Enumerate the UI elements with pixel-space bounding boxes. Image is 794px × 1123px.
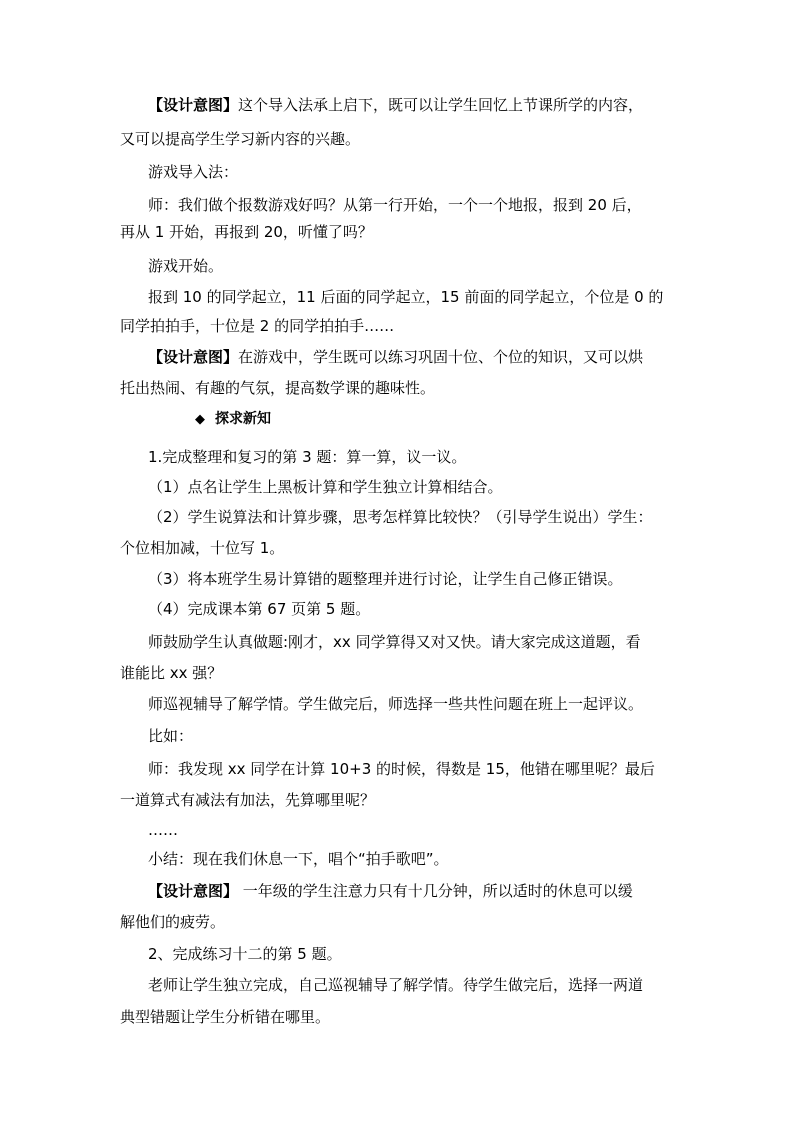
design-intent-label: 【设计意图】	[148, 96, 239, 114]
encourage-line-2: 谁能比 xx 强？	[120, 664, 223, 682]
encourage-line-1: 师鼓励学生认真做题:刚才，xx 同学算得又对又快。请大家完成这道题，看	[148, 633, 641, 651]
diamond-bullet-icon: ◆	[195, 412, 205, 427]
teacher-task-line-1: 老师让学生独立完成，自己巡视辅导了解学情。待学生做完后，选择一两道	[148, 976, 644, 994]
game-rules-line-2: 同学拍拍手，十位是 2 的同学拍拍手……	[120, 317, 395, 335]
teacher-line-2: 再从 1 开始，再报到 20，听懂了吗？	[120, 223, 373, 241]
teacher-task-line-2: 典型错题让学生分析错在哪里。	[120, 1008, 331, 1026]
teacher-line-1: 师：我们做个报数游戏好吗？从第一行开始，一个一个地报，报到 20 后，	[148, 196, 642, 214]
design-intent-1-line-2: 又可以提高学生学习新内容的兴趣。	[120, 130, 361, 148]
task-1: 1.完成整理和复习的第 3 题：算一算，议一议。	[148, 448, 467, 466]
design-intent-1-line-1: 【设计意图】这个导入法承上启下，既可以让学生回忆上节课所学的内容，	[148, 96, 644, 114]
design-intent-label: 【设计意图】	[148, 882, 239, 900]
game-intro-title: 游戏导入法：	[148, 163, 239, 181]
task-1-step-1: （1）点名让学生上黑板计算和学生独立计算相结合。	[148, 478, 503, 496]
teacher-example-line-1: 师：我发现 xx 同学在计算 10+3 的时候，得数是 15，他错在哪里呢？最后	[148, 760, 655, 778]
review-line: 师巡视辅导了解学情。学生做完后，师选择一些共性问题在班上一起评议。	[148, 695, 644, 713]
teacher-example-line-2: 一道算式有减法有加法，先算哪里呢？	[120, 791, 376, 809]
design-intent-3-line-2: 解他们的疲劳。	[120, 913, 226, 931]
task-1-step-2-line-2: 个位相加减，十位写 1。	[120, 539, 285, 557]
summary-line: 小结：现在我们休息一下，唱个“拍手歌吧”。	[148, 850, 449, 868]
task-2: 2、完成练习十二的第 5 题。	[148, 945, 342, 963]
ellipsis: ……	[148, 821, 178, 839]
design-intent-3-line-1: 【设计意图】 一年级的学生注意力只有十几分钟，所以适时的休息可以缓	[148, 882, 633, 900]
task-1-step-4: （4）完成课本第 67 页第 5 题。	[148, 600, 371, 618]
task-1-step-2-line-1: （2）学生说算法和计算步骤，思考怎样算比较快？（引导学生说出）学生：	[148, 508, 653, 526]
design-intent-2-line-2: 托出热闹、有趣的气氛，提高数学课的趣味性。	[120, 379, 436, 397]
game-start: 游戏开始。	[148, 257, 224, 275]
example-label: 比如：	[148, 727, 194, 745]
section-heading: ◆ 探求新知	[195, 402, 755, 437]
design-intent-label: 【设计意图】	[148, 348, 239, 366]
game-rules-line-1: 报到 10 的同学起立，11 后面的同学起立，15 前面的同学起立，个位是 0 的	[148, 288, 664, 306]
design-intent-2-line-1: 【设计意图】在游戏中，学生既可以练习巩固十位、个位的知识，又可以烘	[148, 348, 644, 366]
task-1-step-3: （3）将本班学生易计算错的题整理并进行讨论，让学生自己修正错误。	[148, 570, 623, 588]
